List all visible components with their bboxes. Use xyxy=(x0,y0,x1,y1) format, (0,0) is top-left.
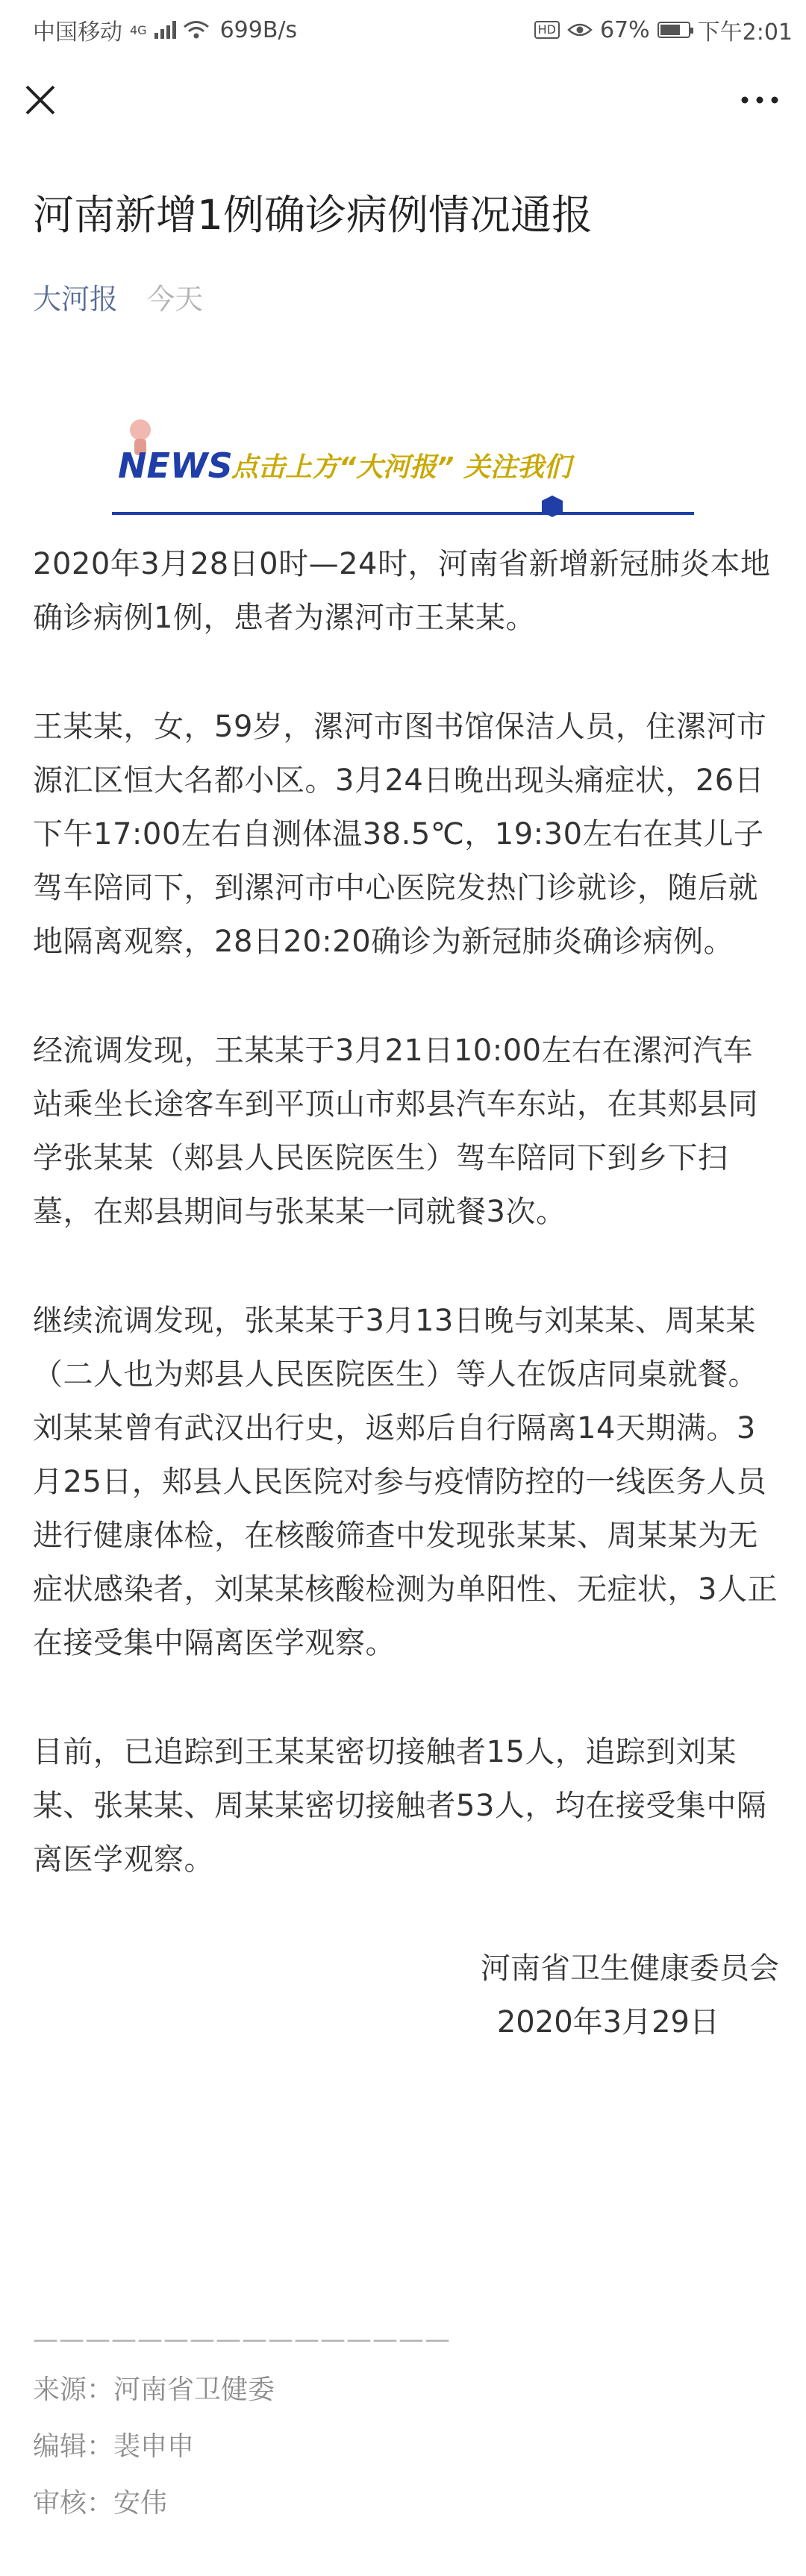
hd-badge: HD xyxy=(534,21,560,39)
signal-icon xyxy=(154,21,177,39)
status-right xyxy=(527,13,793,46)
carrier-label: 中国移动 xyxy=(33,19,122,46)
paragraph-2: 王某某，女，59岁，漯河市图书馆保洁人员，住漯河市源汇区恒大名都小区。3月24日晚出现头痛症状，26日下午17:00左右自测体温38.5℃，19:30左右在其儿子驾车陪同下，到漯河市中心医院发热门诊就诊，随后就地隔离观察，28日20:20确诊为新冠肺炎确诊病例。 xyxy=(33,710,767,959)
account-link[interactable]: 大河报 xyxy=(33,283,119,316)
close-icon[interactable] xyxy=(21,81,60,119)
footer-reviewer: 审核：安伟 xyxy=(33,2488,168,2519)
footer-credits xyxy=(33,2362,275,2532)
eye-icon xyxy=(567,22,593,38)
publish-date: 今天 xyxy=(146,283,204,316)
mascot-icon xyxy=(130,419,151,440)
paragraph-4: 继续流调发现，张某某于3月13日晚与刘某某、周某某（二人也为郏县人民医院医生）等人在饭店同桌就餐。刘某某曾有武汉出行史，返郏后自行隔离14天期满。3月25日，郏县人民医院对参与疫情防控的一线医务人员进行健康体检，在核酸筛查中发现张某某、周某某为无症状感染者，刘某某核酸检测为单阳性、无症状，3人正在接受集中隔离医学观察。 xyxy=(33,1304,778,1660)
footer-source: 来源：河南省卫健委 xyxy=(33,2375,275,2405)
battery-icon xyxy=(657,22,690,38)
banner-brand: NEWS xyxy=(118,446,233,486)
paragraph-1: 2020年3月28日0时—24时，河南省新增新冠肺炎本地确诊病例1例，患者为漯河市王某某。 xyxy=(33,547,771,635)
network-speed: 699B/s xyxy=(219,16,298,43)
nav-bar xyxy=(0,60,806,149)
article-body xyxy=(33,537,779,2049)
wifi-icon xyxy=(183,20,210,40)
footer-divider: ———————————————— xyxy=(33,2325,451,2354)
clock: 下午2:01 xyxy=(697,19,793,46)
article-meta xyxy=(33,276,203,317)
battery-percent: 67% xyxy=(599,16,650,43)
signature-block xyxy=(33,1942,779,2049)
network-type: 4G xyxy=(130,22,147,37)
status-bar xyxy=(0,0,806,60)
signature-org: 河南省卫生健康委员会 xyxy=(481,1951,779,1986)
more-icon[interactable] xyxy=(737,85,782,115)
status-left xyxy=(33,13,304,46)
paragraph-3: 经流调发现，王某某于3月21日10:00左右在漯河汽车站乘坐长途客车到平顶山市郏县汽车东站，在其郏县同学张某某（郏县人民医院医生）驾车陪同下到乡下扫墓，在郏县期间与张某某一同就餐3次。 xyxy=(33,1034,758,1229)
banner-slogan: 点击上方“大河报” 关注我们 xyxy=(231,452,571,483)
signature-date: 2020年3月29日 xyxy=(496,2005,719,2039)
follow-banner[interactable] xyxy=(112,403,709,522)
paragraph-5: 目前，已追踪到王某某密切接触者15人，追踪到刘某某、张某某、周某某密切接触者53人，均在接受集中隔离医学观察。 xyxy=(33,1735,767,1877)
article-title: 河南新增1例确诊病例情况通报 xyxy=(33,191,593,239)
footer-editor: 编辑：裴申申 xyxy=(33,2431,195,2462)
